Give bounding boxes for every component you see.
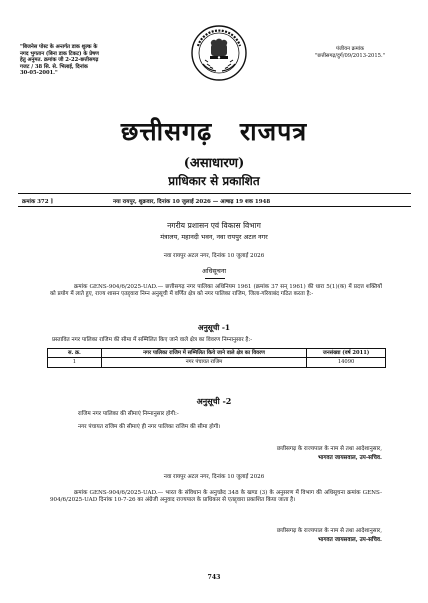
schedule-2-heading: अनुसूची -2: [196, 396, 232, 406]
issue-number: क्रमांक 372 ]: [22, 199, 54, 205]
postal-permit-note: [20, 44, 170, 77]
signature-2-name: भागवत जायसवाल, उप-सचिव.: [317, 537, 382, 543]
table-cell: 1: [48, 358, 102, 367]
heading-underline: [205, 278, 225, 279]
table-header-row: [48, 349, 386, 358]
postal-note-line: गजट / 38 सि. से. भिलाई, दिनांक: [20, 63, 88, 70]
signature-name: भागवत जायसवाल, उप-सचिव.: [317, 455, 382, 461]
schedule-1-intro: प्रस्तावित नगर पालिका राजिम की सीमा में सम्मिलित किए जाने वाले क्षेत्र का विवरण निम्नानुसार है:-: [52, 337, 253, 343]
table-cell: 14090: [307, 358, 386, 367]
schedule-2-intro: राजिम नगर पालिका की सीमाएं निम्नानुसार होगी:-: [78, 411, 179, 417]
notice-2-body: क्रमांक GENS-904/6/2025-UAD.— भारत के संविधान के अनुच्छेद 348 के खण्ड (3) के अनुसरण में विभाग की अधिसूचना क्रमांक GENS-904/6/2025-UAD दिनांक 10-7-26 का अंग्रेजी अनुवाद राज्यपाल के प्राधिकार से एतद्द्वारा प्रकाशित किया जाता है।: [50, 490, 382, 504]
signature-order-line: छत्तीसगढ़ के राज्यपाल के नाम से तथा आदेशानुसार,: [276, 446, 382, 452]
postal-note-line: 30-05-2001.": [20, 70, 58, 77]
state-emblem-icon: [190, 24, 248, 82]
department-name: नगरीय प्रशासन एवं विकास विभाग: [167, 221, 261, 230]
notice-2-place-date: नवा रायपुर अटल नगर, दिनांक 10 जुलाई 2026: [163, 474, 265, 480]
authority-label: प्राधिकार से प्रकाशित: [168, 174, 260, 188]
table-row: [48, 358, 386, 367]
notice-heading: अधिसूचना: [201, 267, 227, 275]
issue-date: नया रायपुर, शुक्रवार, दिनांक 10 जुलाई 2026 — आषाढ़ 19 शक 1948: [113, 199, 271, 205]
notice-place-date: नवा रायपुर अटल नगर, दिनांक 10 जुलाई 2026: [163, 253, 265, 259]
registration-number: [285, 46, 415, 59]
column-header: स. क्र.: [48, 349, 102, 358]
signature-2-order-line: छत्तीसगढ़ के राज्यपाल के नाम से तथा आदेशानुसार,: [276, 528, 382, 534]
extraordinary-label: (असाधारण): [183, 156, 245, 171]
registration-value: "छत्तीसगढ़/दुर्ग/09/2013-2015.": [314, 52, 385, 59]
postal-note-line: "बिजनेस पोस्ट के अन्तर्गत डाक शुल्क के: [20, 44, 98, 50]
schedule-2-text: नगर पंचायत राजिम की सीमाएं ही नगर पालिका राजिम की सीमा होगी।: [78, 424, 221, 430]
gazette-title: छत्तीसगढ़ राजपत्र: [120, 117, 308, 146]
column-header: नगर पालिका राजिम में सम्मिलित किये जाने वाले क्षेत्र का विवरण: [101, 349, 306, 358]
notice-body: क्रमांक GENS-904/6/2025-UAD.— छत्तीसगढ़ नगर पालिका अधिनियम 1961 (क्रमांक 37 सन् 1961) की धारा 5(1)(क) में प्रदत्त शक्तियों को प्रयोग में लाते हुए, राज्य शासन एतद्द्वारा निम्न अनुसूची में वर्णित क्षेत्र को नगर पालिका राजिम, जिला-गरियाबंद गठित करता है:-: [50, 284, 382, 298]
table-cell: नगर पंचायत राजिम: [101, 358, 306, 367]
top-rule: [18, 193, 411, 194]
bottom-rule: [18, 206, 411, 207]
registration-label: पंजीयन क्रमांक: [335, 46, 365, 52]
schedule-1-table: [47, 348, 386, 368]
page-number: 743: [207, 574, 221, 581]
schedule-1-heading: अनुसूची -1: [197, 323, 231, 332]
department-address: मंत्रालय, महानदी भवन, नवा रायपुर अटल नगर: [160, 233, 268, 241]
column-header: जनसंख्या (वर्ष 2011): [307, 349, 386, 358]
postal-note-line: नगद भुगतान (बिना डाक टिकट) के प्रेषण: [20, 50, 99, 57]
postal-note-line: हेतु अनुमत. क्रमांक जी 2-22-छत्तीसगढ़: [20, 57, 99, 64]
